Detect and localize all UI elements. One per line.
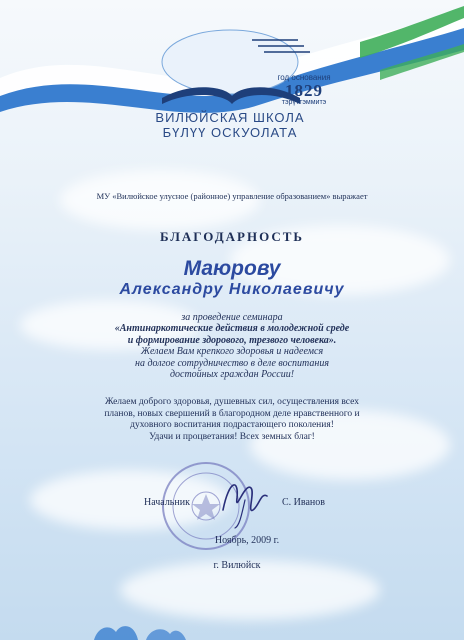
recipient-surname: Маюрову bbox=[183, 257, 281, 280]
reason-line: за проведение семинара bbox=[181, 312, 283, 323]
founding-year-badge bbox=[270, 73, 338, 107]
wish-line: Удачи и процветания! Всех земных благ! bbox=[149, 431, 315, 442]
wish-line: планов, новых свершений в благородном деле нравственного и bbox=[104, 408, 360, 419]
year-subcaption: тэрүттэммитэ bbox=[281, 99, 327, 106]
school-name bbox=[150, 110, 310, 140]
signature-row bbox=[0, 497, 464, 517]
signatory-name: С. Иванов bbox=[282, 497, 325, 508]
seminar-title-line: «Антинаркотические действия в молодежной среде bbox=[114, 323, 350, 335]
issue-date: Ноябрь, 2009 г. bbox=[214, 535, 280, 546]
school-name-yakut: БҮЛҮҮ ОСКУОЛАТА bbox=[162, 125, 298, 140]
header-ribbon-logo bbox=[0, 0, 464, 125]
recipient-given-name: Александру Николаевичу bbox=[119, 281, 345, 298]
wishes-paragraph bbox=[0, 397, 464, 443]
seminar-title-line: и формирование здорового, трезвого человека». bbox=[127, 334, 337, 346]
reason-paragraph bbox=[0, 312, 464, 380]
issuer-intro: МУ «Вилюйское улусное (районное) управление образованием» выражает bbox=[96, 191, 368, 201]
reason-line: достойных граждан России! bbox=[169, 369, 295, 381]
reason-line: на долгое сотрудничество в деле воспитания bbox=[135, 357, 329, 369]
founding-year: 1829 bbox=[285, 81, 323, 100]
document-title: БЛАГОДАРНОСТЬ bbox=[159, 229, 305, 244]
reason-line: Желаем Вам крепкого здоровья и надеемся bbox=[140, 346, 324, 358]
signatory-position: Начальник bbox=[144, 497, 190, 508]
school-name-ru: ВИЛЮЙСКАЯ ШКОЛА bbox=[155, 110, 305, 125]
bottom-decoration bbox=[90, 618, 190, 640]
wish-line: Желаем доброго здоровья, душевных сил, осуществления всех bbox=[105, 397, 359, 407]
wish-line: духовного воспитания подрастающего поколения! bbox=[130, 420, 334, 431]
year-caption: год основания bbox=[277, 73, 331, 82]
issue-city: г. Вилюйск bbox=[213, 560, 261, 571]
